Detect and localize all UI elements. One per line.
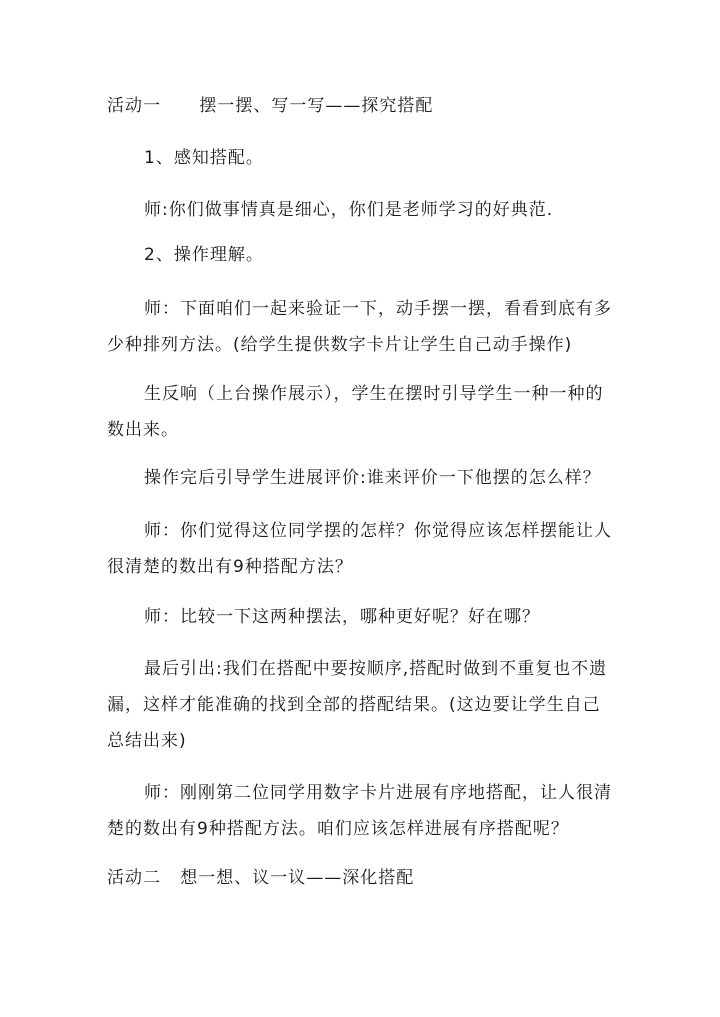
section-perceive-heading: 1、感知搭配。 [144,148,264,168]
student-response-paragraph: 生反响（上台操作展示），学生在摆时引导学生一种一种的数出来。 [107,384,604,440]
teacher-summary-paragraph: 师：刚刚第二位同学用数字卡片进展有序地搭配，让人很清楚的数出有9种搭配方法。咱们应该怎样进展有序搭配呢？ [107,783,612,839]
teacher-verify-paragraph: 师：下面咱们一起来验证一下，动手摆一摆，看看到底有多少种排列方法。(给学生提供数字卡片让学生自己动手操作) [107,299,612,355]
activity-two-heading: 活动二 想一想、议一议——深化搭配 [107,868,415,888]
section-operate-heading: 2、操作理解。 [144,245,264,265]
evaluation-paragraph: 操作完后引导学生进展评价:谁来评价一下他摆的怎么样？ [144,468,601,488]
teacher-praise-paragraph: 师:你们做事情真是细心，你们是老师学习的好典范. [144,200,554,220]
activity-one-heading: 活动一 摆一摆、写一写——探究搭配 [107,96,434,116]
teacher-question-paragraph: 师：你们觉得这位同学摆的怎样？你觉得应该怎样摆能让人很清楚的数出有9种搭配方法？ [107,521,612,577]
conclusion-paragraph: 最后引出:我们在搭配中要按顺序,搭配时做到不重复也不遗漏，这样才能准确的找到全部的搭配结果。(这边要让学生自己总结出来) [107,659,608,751]
teacher-compare-paragraph: 师：比较一下这两种摆法，哪种更好呢？好在哪？ [144,607,540,627]
